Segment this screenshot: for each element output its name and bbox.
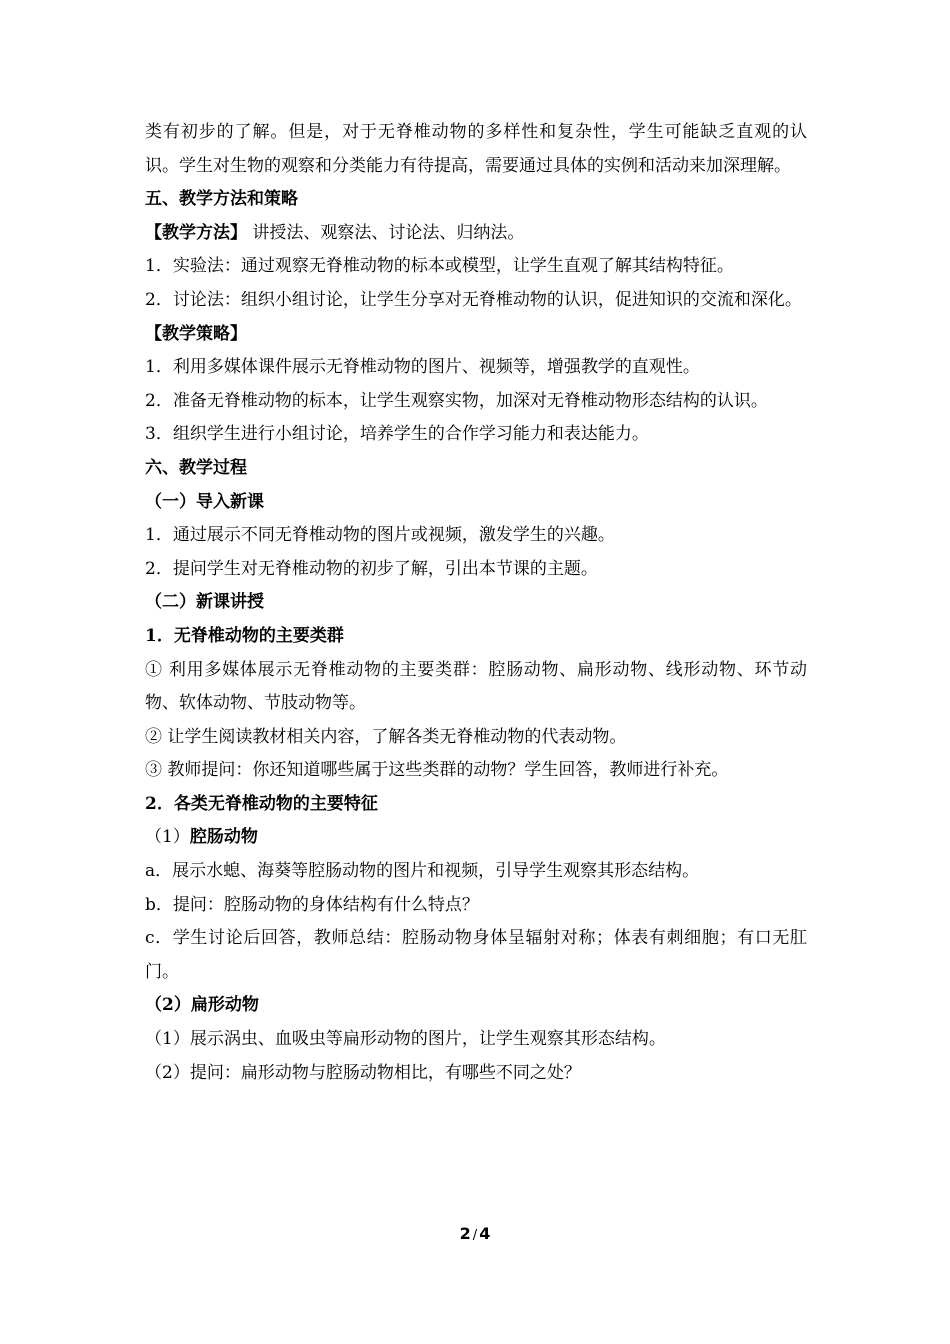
paragraph: a．展示水螅、海葵等腔肠动物的图片和视频，引导学生观察其形态结构。 [145,861,700,882]
subheading-text: 腔肠动物 [189,827,258,848]
paragraph: 1．通过展示不同无脊椎动物的图片或视频，激发学生的兴趣。 [145,525,615,546]
paragraph: 2．讨论法：组织小组讨论，让学生分享对无脊椎动物的认识，促进知识的交流和深化。 [145,289,802,310]
paragraph: 2．提问学生对无脊椎动物的初步了解，引出本节课的主题。 [145,558,598,579]
subheading: 【教学策略】 [145,323,247,344]
section-heading: 五、教学方法和策略 [145,189,298,210]
current-page: 2 [459,1224,471,1243]
paragraph: 2．准备无脊椎动物的标本，让学生观察实物，加深对无脊椎动物形态结构的认识。 [145,390,768,411]
paragraph: 1．实验法：通过观察无脊椎动物的标本或模型，让学生直观了解其结构特征。 [145,256,734,277]
paragraph: c．学生讨论后回答，教师总结：腔肠动物身体呈辐射对称；体表有刺细胞；有口无肛门。 [145,928,807,982]
paragraph: 1．利用多媒体课件展示无脊椎动物的图片、视频等，增强教学的直观性。 [145,357,700,378]
subheading: 2．各类无脊椎动物的主要特征 [145,793,378,814]
subheading: （一）导入新课 [145,491,264,512]
subheading: 1．无脊椎动物的主要类群 [145,625,344,646]
paragraph: ① 利用多媒体展示无脊椎动物的主要类群：腔肠动物、扁形动物、线形动物、环节动物、软体动物、节肢动物等。 [145,659,807,714]
paragraph: b．提问：腔肠动物的身体结构有什么特点？ [145,894,479,915]
subheading [145,821,807,855]
subheading: （2）扁形动物 [145,995,259,1016]
section-heading: 六、教学过程 [145,457,247,478]
paragraph: （1）展示涡虫、血吸虫等扁形动物的图片，让学生观察其形态结构。 [145,1029,666,1050]
label: （1） [145,827,190,848]
subheading: （二）新课讲授 [145,592,264,613]
page-separator: / [472,1228,478,1243]
paragraph: ② 让学生阅读教材相关内容，了解各类无脊椎动物的代表动物。 [145,726,627,747]
document-body [145,116,807,1090]
total-pages: 4 [479,1224,491,1243]
paragraph [145,217,807,251]
paragraph: 3．组织学生进行小组讨论，培养学生的合作学习能力和表达能力。 [145,424,649,445]
paragraph: ③ 教师提问：你还知道哪些属于这些类群的动物？学生回答，教师进行补充。 [145,760,729,781]
label: 【教学方法】 [145,222,247,243]
paragraph: （2）提问：扁形动物与腔肠动物相比，有哪些不同之处？ [145,1062,581,1083]
paragraph: 类有初步的了解。但是，对于无脊椎动物的多样性和复杂性，学生可能缺乏直观的认识。学生对生物的观察和分类能力有待提高，需要通过具体的实例和活动来加深理解。 [145,122,807,176]
page-number [0,1224,950,1243]
paragraph-text: 讲授法、观察法、讨论法、归纳法。 [247,222,525,243]
